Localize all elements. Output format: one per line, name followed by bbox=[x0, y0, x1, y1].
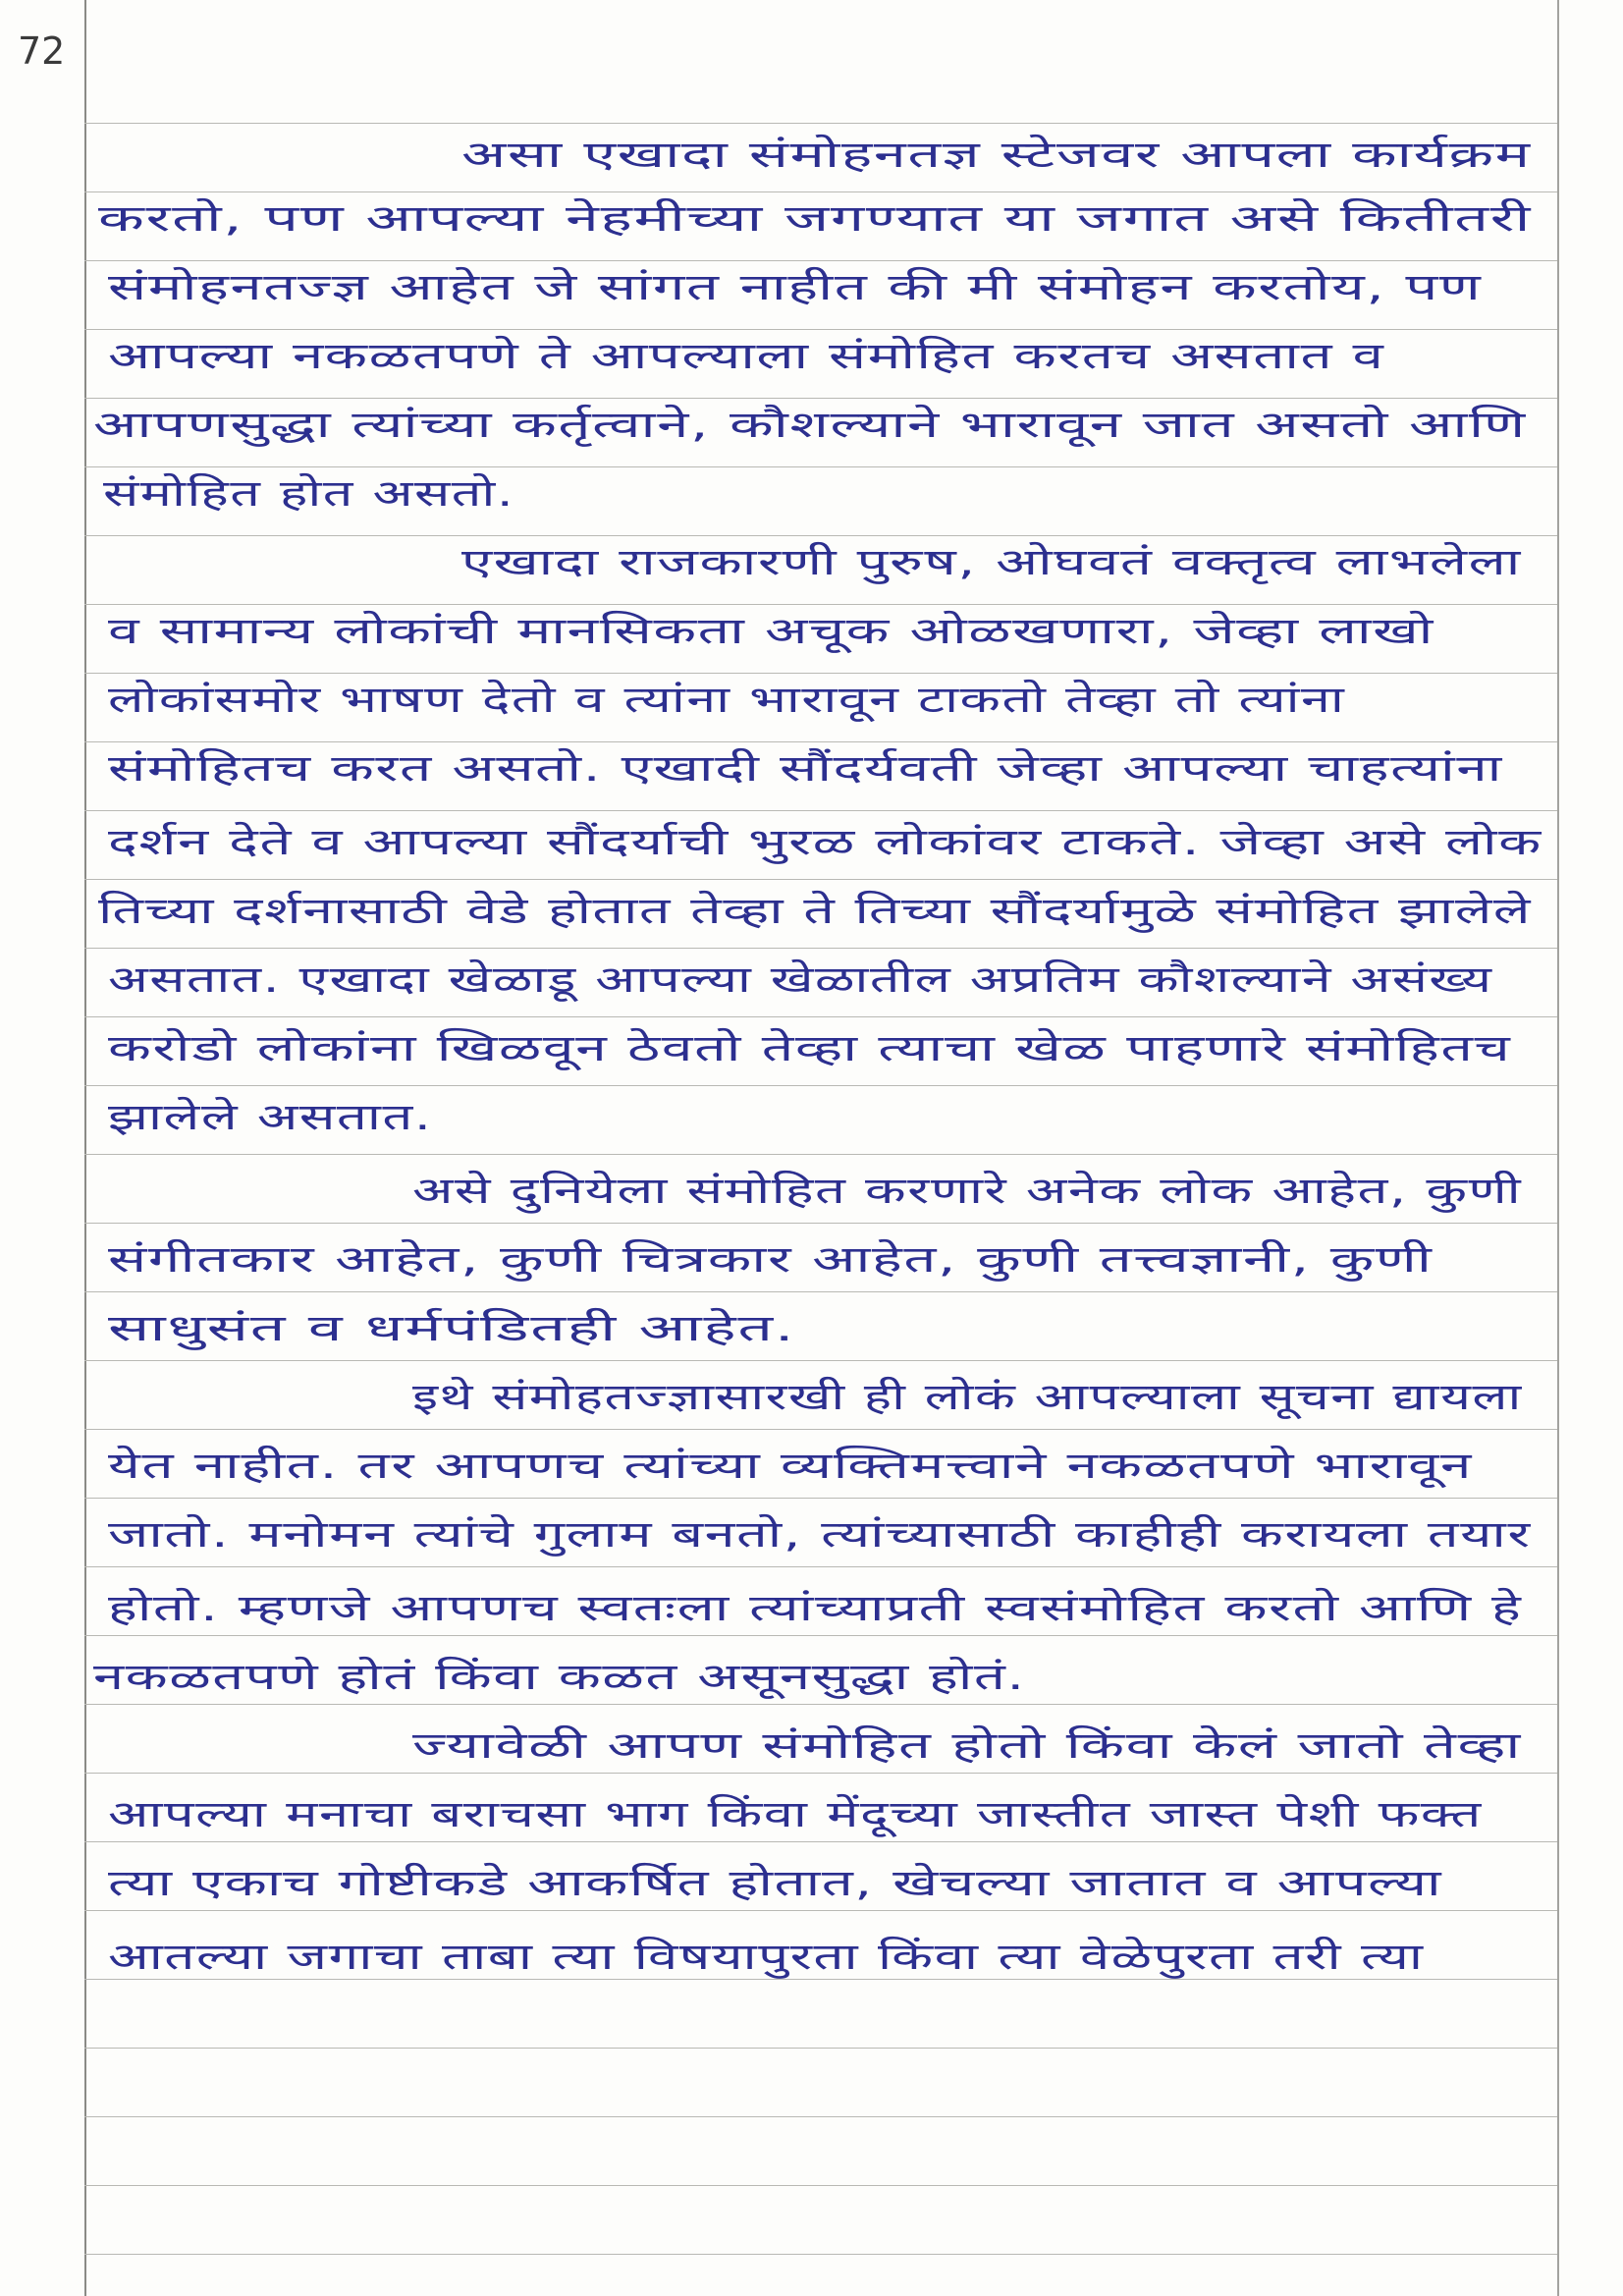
ruled-line bbox=[84, 1635, 1557, 1636]
text-line: झालेले असतात. bbox=[108, 1096, 433, 1138]
text-line: आतल्या जगाचा ताबा त्या विषयापुरता किंवा त्या वेळेपुरता तरी त्या bbox=[108, 1936, 1425, 1978]
ruled-line bbox=[84, 1498, 1557, 1499]
text-line: करतो, पण आपल्या नेहमीच्या जगण्यात या जगात असे कितीतरी bbox=[98, 197, 1533, 240]
text-line: होतो. म्हणजे आपणच स्वतःला त्यांच्याप्रती स्वसंमोहित करतो आणि हे bbox=[108, 1587, 1523, 1629]
page-number: 72 bbox=[18, 29, 66, 73]
text-line: तिच्या दर्शनासाठी वेडे होतात तेव्हा ते तिच्या सौंदर्यामुळे संमोहित झालेले bbox=[98, 890, 1532, 932]
ruled-line bbox=[84, 1841, 1557, 1842]
ruled-line bbox=[84, 2185, 1557, 2186]
ruled-line bbox=[84, 1085, 1557, 1086]
text-line: लोकांसमोर भाषण देतो व त्यांना भारावून टाकतो तेव्हा तो त्यांना bbox=[108, 679, 1346, 721]
ruled-line bbox=[84, 1704, 1557, 1705]
text-line: संमोहनतज्ज्ञ आहेत जे सांगत नाहीत की मी संमोहन करतोय, पण bbox=[108, 266, 1483, 308]
ruled-line bbox=[84, 810, 1557, 811]
ruled-line bbox=[84, 123, 1557, 124]
ruled-line bbox=[84, 1223, 1557, 1224]
text-line: करोडो लोकांना खिळवून ठेवतो तेव्हा त्याचा खेळ पाहणारे संमोहितच bbox=[108, 1027, 1512, 1069]
ruled-line bbox=[84, 948, 1557, 949]
text-line: असा एखादा संमोहनतज्ञ स्टेजवर आपला कार्यक्रम bbox=[461, 134, 1532, 176]
ruled-line bbox=[84, 1360, 1557, 1361]
ruled-line bbox=[84, 1016, 1557, 1017]
ruled-line bbox=[84, 2048, 1557, 2049]
ruled-line bbox=[84, 879, 1557, 880]
text-line: संगीतकार आहेत, कुणी चित्रकार आहेत, कुणी तत्त्वज्ञानी, कुणी bbox=[108, 1238, 1434, 1281]
ruled-line bbox=[84, 1910, 1557, 1911]
ruled-line bbox=[84, 1773, 1557, 1774]
text-line: आपल्या नकळतपणे ते आपल्याला संमोहित करतच असतात व bbox=[108, 335, 1385, 377]
text-line: साधुसंत व धर्मपंडितही आहेत. bbox=[108, 1307, 796, 1349]
text-line: एखादा राजकारणी पुरुष, ओघवतं वक्तृत्व लाभलेला bbox=[461, 541, 1522, 583]
ruled-line bbox=[84, 2254, 1557, 2255]
text-line: ज्यावेळी आपण संमोहित होतो किंवा केलं जातो तेव्हा bbox=[412, 1724, 1522, 1767]
text-line: संमोहितच करत असतो. एखादी सौंदर्यवती जेव्हा आपल्या चाहत्यांना bbox=[108, 747, 1503, 790]
right-margin-line bbox=[1557, 0, 1559, 2296]
text-line: असतात. एखादा खेळाडू आपल्या खेळातील अप्रतिम कौशल्याने असंख्य bbox=[108, 958, 1493, 1001]
ruled-line bbox=[84, 1429, 1557, 1430]
ruled-line bbox=[84, 2116, 1557, 2117]
ruled-line bbox=[84, 1566, 1557, 1567]
text-line: संमोहित होत असतो. bbox=[103, 472, 515, 515]
text-line: आपणसुद्धा त्यांच्या कर्तृत्वाने, कौशल्याने भारावून जात असतो आणि bbox=[93, 404, 1527, 446]
text-line: जातो. मनोमन त्यांचे गुलाम बनतो, त्यांच्यासाठी काहीही करायला तयार bbox=[108, 1513, 1532, 1556]
text-line: व सामान्य लोकांची मानसिकता अचूक ओळखणारा, जेव्हा लाखो bbox=[108, 610, 1434, 652]
text-line: त्या एकाच गोष्टीकडे आकर्षित होतात, खेचल्या जातात व आपल्या bbox=[108, 1862, 1443, 1904]
text-line: इथे संमोहतज्ज्ञासारखी ही लोकं आपल्याला सूचना द्यायला bbox=[412, 1376, 1523, 1418]
ruled-line bbox=[84, 1154, 1557, 1155]
left-margin-line bbox=[84, 0, 86, 2296]
text-line: नकळतपणे होतं किंवा कळत असूनसुद्धा होतं. bbox=[93, 1656, 1026, 1698]
text-line: असे दुनियेला संमोहित करणारे अनेक लोक आहेत, कुणी bbox=[412, 1170, 1523, 1212]
ruled-line bbox=[84, 1291, 1557, 1292]
text-line: येत नाहीत. तर आपणच त्यांच्या व्यक्तिमत्त्वाने नकळतपणे भारावून bbox=[108, 1445, 1474, 1487]
text-line: दर्शन देते व आपल्या सौंदर्याची भुरळ लोकांवर टाकते. जेव्हा असे लोक bbox=[108, 821, 1542, 863]
text-line: आपल्या मनाचा बराचसा भाग किंवा मेंदूच्या जास्तीत जास्त पेशी फक्त bbox=[108, 1793, 1483, 1835]
